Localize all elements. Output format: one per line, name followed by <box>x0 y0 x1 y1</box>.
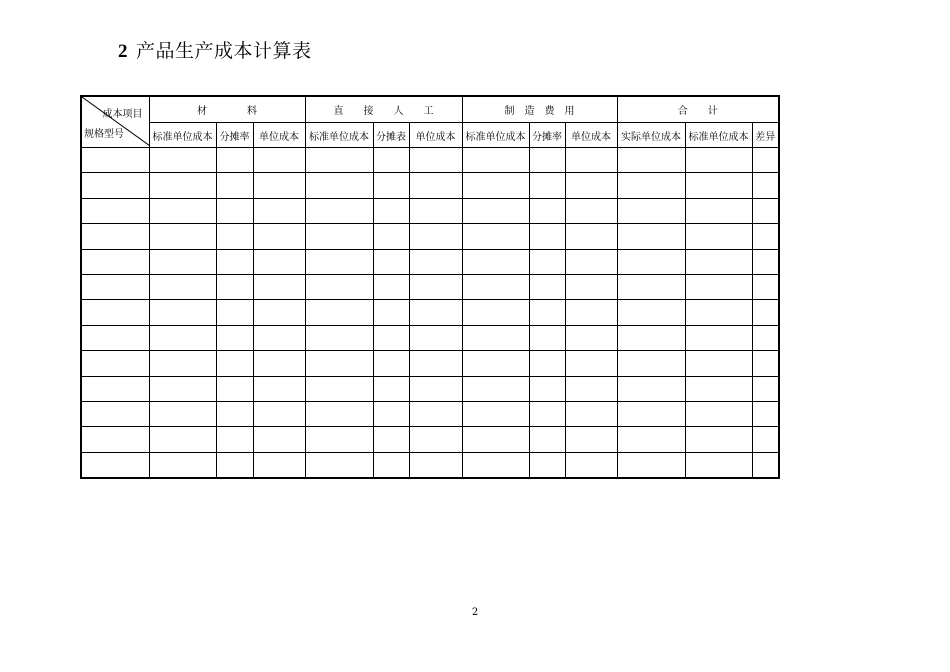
table-cell[interactable] <box>752 351 779 376</box>
table-cell[interactable] <box>373 148 409 173</box>
table-cell[interactable] <box>409 224 462 249</box>
table-row <box>81 274 779 299</box>
table-cell[interactable] <box>149 224 216 249</box>
table-cell[interactable] <box>617 198 685 223</box>
table-cell[interactable] <box>617 351 685 376</box>
table-cell[interactable] <box>565 224 617 249</box>
table-cell[interactable] <box>305 401 373 426</box>
table-row <box>81 401 779 426</box>
table-cell[interactable] <box>529 401 565 426</box>
table-cell[interactable] <box>253 325 305 350</box>
group-header-total: 合 计 <box>617 96 779 123</box>
page-number: 2 <box>471 607 479 618</box>
table-cell[interactable] <box>409 427 462 452</box>
table-cell[interactable] <box>305 452 373 478</box>
table-cell[interactable] <box>617 325 685 350</box>
table-cell[interactable] <box>409 274 462 299</box>
table-cell[interactable] <box>149 401 216 426</box>
table-cell[interactable] <box>409 198 462 223</box>
table-cell[interactable] <box>409 300 462 325</box>
table-cell[interactable] <box>216 224 253 249</box>
table-cell[interactable] <box>617 401 685 426</box>
table-cell[interactable] <box>752 376 779 401</box>
table-cell[interactable] <box>462 427 529 452</box>
table-cell[interactable] <box>409 249 462 274</box>
table-cell[interactable] <box>752 300 779 325</box>
section-number: 2 <box>118 41 128 62</box>
table-cell[interactable] <box>253 351 305 376</box>
table-cell[interactable] <box>752 249 779 274</box>
table-cell[interactable] <box>373 401 409 426</box>
table-cell[interactable] <box>373 351 409 376</box>
table-cell[interactable] <box>81 224 149 249</box>
table-cell[interactable] <box>305 198 373 223</box>
table-cell[interactable] <box>216 274 253 299</box>
table-cell[interactable] <box>305 249 373 274</box>
table-cell[interactable] <box>149 376 216 401</box>
table-cell[interactable] <box>373 452 409 478</box>
table-cell[interactable] <box>305 148 373 173</box>
table-cell[interactable] <box>685 401 752 426</box>
table-cell[interactable] <box>373 274 409 299</box>
table-cell[interactable] <box>149 249 216 274</box>
subheader: 差异 <box>752 123 779 148</box>
table-cell[interactable] <box>617 376 685 401</box>
subheader: 单位成本 <box>565 123 617 148</box>
table-cell[interactable] <box>752 274 779 299</box>
table-cell[interactable] <box>685 427 752 452</box>
table-cell[interactable] <box>685 274 752 299</box>
table-cell[interactable] <box>685 173 752 198</box>
table-cell[interactable] <box>253 148 305 173</box>
table-cell[interactable] <box>565 148 617 173</box>
table-cell[interactable] <box>462 325 529 350</box>
table-cell[interactable] <box>149 325 216 350</box>
table-cell[interactable] <box>529 452 565 478</box>
subheader: 分摊表 <box>373 123 409 148</box>
table-cell[interactable] <box>305 376 373 401</box>
table-cell[interactable] <box>617 224 685 249</box>
table-cell[interactable] <box>216 249 253 274</box>
table-cell[interactable] <box>752 148 779 173</box>
table-cell[interactable] <box>253 274 305 299</box>
table-cell[interactable] <box>253 173 305 198</box>
table-cell[interactable] <box>149 300 216 325</box>
subheader: 分摊率 <box>216 123 253 148</box>
corner-spec-label: 规格型号 <box>84 129 124 140</box>
table-cell[interactable] <box>462 351 529 376</box>
table-cell[interactable] <box>752 325 779 350</box>
subheader: 单位成本 <box>409 123 462 148</box>
table-cell[interactable] <box>81 300 149 325</box>
table-cell[interactable] <box>462 249 529 274</box>
table-cell[interactable] <box>216 300 253 325</box>
table-cell[interactable] <box>253 300 305 325</box>
table-cell[interactable] <box>305 224 373 249</box>
table-cell[interactable] <box>685 325 752 350</box>
table-cell[interactable] <box>409 148 462 173</box>
table-cell[interactable] <box>81 401 149 426</box>
table-cell[interactable] <box>565 427 617 452</box>
table-cell[interactable] <box>253 427 305 452</box>
table-cell[interactable] <box>529 148 565 173</box>
table-cell[interactable] <box>565 401 617 426</box>
table-cell[interactable] <box>462 274 529 299</box>
table-cell[interactable] <box>81 148 149 173</box>
group-header-overhead: 制 造 费 用 <box>462 96 617 123</box>
table-cell[interactable] <box>409 173 462 198</box>
table-cell[interactable] <box>81 351 149 376</box>
table-cell[interactable] <box>81 427 149 452</box>
table-cell[interactable] <box>565 300 617 325</box>
table-cell[interactable] <box>373 427 409 452</box>
table-cell[interactable] <box>752 224 779 249</box>
table-cell[interactable] <box>529 351 565 376</box>
table-cell[interactable] <box>409 401 462 426</box>
table-cell[interactable] <box>529 173 565 198</box>
table-cell[interactable] <box>685 300 752 325</box>
table-cell[interactable] <box>373 173 409 198</box>
table-cell[interactable] <box>462 224 529 249</box>
table-cell[interactable] <box>81 325 149 350</box>
table-cell[interactable] <box>373 249 409 274</box>
table-cell[interactable] <box>216 173 253 198</box>
table-cell[interactable] <box>409 376 462 401</box>
table-cell[interactable] <box>373 224 409 249</box>
table-cell[interactable] <box>462 452 529 478</box>
subheader: 实际单位成本 <box>617 123 685 148</box>
table-row <box>81 325 779 350</box>
table-cell[interactable] <box>81 452 149 478</box>
table-cell[interactable] <box>305 325 373 350</box>
table-cell[interactable] <box>617 249 685 274</box>
group-header-direct-labor: 直 接 人 工 <box>305 96 462 123</box>
table-cell[interactable] <box>685 148 752 173</box>
table-cell[interactable] <box>305 274 373 299</box>
subheader: 标准单位成本 <box>685 123 752 148</box>
table-cell[interactable] <box>685 198 752 223</box>
table-cell[interactable] <box>305 427 373 452</box>
table-cell[interactable] <box>149 198 216 223</box>
table-row <box>81 173 779 198</box>
table-cell[interactable] <box>253 198 305 223</box>
table-body <box>81 148 779 479</box>
table-cell[interactable] <box>216 325 253 350</box>
table-cell[interactable] <box>617 300 685 325</box>
table-cell[interactable] <box>373 376 409 401</box>
table-cell[interactable] <box>149 148 216 173</box>
table-cell[interactable] <box>462 173 529 198</box>
table-cell[interactable] <box>529 427 565 452</box>
table-cell[interactable] <box>373 325 409 350</box>
table-row <box>81 351 779 376</box>
table-cell[interactable] <box>617 452 685 478</box>
table-cell[interactable] <box>565 452 617 478</box>
subheader: 标准单位成本 <box>149 123 216 148</box>
table-cell[interactable] <box>565 173 617 198</box>
group-header-materials: 材 料 <box>149 96 305 123</box>
table-cell[interactable] <box>373 198 409 223</box>
table-cell[interactable] <box>149 173 216 198</box>
table-cell[interactable] <box>216 351 253 376</box>
table-cell[interactable] <box>617 274 685 299</box>
table-cell[interactable] <box>617 173 685 198</box>
table-cell[interactable] <box>565 198 617 223</box>
table-cell[interactable] <box>462 148 529 173</box>
table-cell[interactable] <box>216 427 253 452</box>
table-cell[interactable] <box>685 351 752 376</box>
table-cell[interactable] <box>253 376 305 401</box>
table-cell[interactable] <box>752 173 779 198</box>
table-cell[interactable] <box>149 427 216 452</box>
table-cell[interactable] <box>565 376 617 401</box>
table-cell[interactable] <box>409 351 462 376</box>
table-row <box>81 452 779 478</box>
table-cell[interactable] <box>216 376 253 401</box>
table-cell[interactable] <box>216 198 253 223</box>
table-row <box>81 198 779 223</box>
table-cell[interactable] <box>462 376 529 401</box>
table-cell[interactable] <box>565 249 617 274</box>
table-cell[interactable] <box>409 452 462 478</box>
table-cell[interactable] <box>81 274 149 299</box>
table-cell[interactable] <box>565 325 617 350</box>
table-cell[interactable] <box>81 249 149 274</box>
table-cell[interactable] <box>81 376 149 401</box>
table-cell[interactable] <box>617 148 685 173</box>
table-cell[interactable] <box>253 224 305 249</box>
table-cell[interactable] <box>752 452 779 478</box>
table-cell[interactable] <box>529 198 565 223</box>
table-row <box>81 427 779 452</box>
subheader: 分摊率 <box>529 123 565 148</box>
table-row <box>81 376 779 401</box>
table-cell[interactable] <box>216 452 253 478</box>
table-cell[interactable] <box>529 376 565 401</box>
table-cell[interactable] <box>253 401 305 426</box>
table-cell[interactable] <box>253 452 305 478</box>
table-row <box>81 249 779 274</box>
table-cell[interactable] <box>149 351 216 376</box>
table-cell[interactable] <box>617 427 685 452</box>
title-text: 产品生产成本计算表 <box>136 40 312 62</box>
table-cell[interactable] <box>373 300 409 325</box>
table-cell[interactable] <box>253 249 305 274</box>
table-cell[interactable] <box>565 274 617 299</box>
table-cell[interactable] <box>685 452 752 478</box>
table-cell[interactable] <box>752 427 779 452</box>
table-cell[interactable] <box>752 401 779 426</box>
table-cell[interactable] <box>529 300 565 325</box>
table-cell[interactable] <box>565 351 617 376</box>
table-cell[interactable] <box>462 198 529 223</box>
table-cell[interactable] <box>81 198 149 223</box>
subheader: 单位成本 <box>253 123 305 148</box>
table-cell[interactable] <box>685 249 752 274</box>
table-row <box>81 148 779 173</box>
cost-table <box>80 95 780 479</box>
table-cell[interactable] <box>305 351 373 376</box>
table-cell[interactable] <box>149 274 216 299</box>
table-cell[interactable] <box>149 452 216 478</box>
corner-header <box>81 96 149 148</box>
table-cell[interactable] <box>216 148 253 173</box>
table-cell[interactable] <box>305 173 373 198</box>
table-cell[interactable] <box>462 300 529 325</box>
table-cell[interactable] <box>529 249 565 274</box>
subheader: 标准单位成本 <box>305 123 373 148</box>
table-cell[interactable] <box>409 325 462 350</box>
table-cell[interactable] <box>685 376 752 401</box>
table-row <box>81 224 779 249</box>
table-cell[interactable] <box>462 401 529 426</box>
table-cell[interactable] <box>529 224 565 249</box>
page-title <box>118 36 312 63</box>
table-cell[interactable] <box>529 274 565 299</box>
table-cell[interactable] <box>81 173 149 198</box>
table-cell[interactable] <box>216 401 253 426</box>
table-cell[interactable] <box>685 224 752 249</box>
table-cell[interactable] <box>529 325 565 350</box>
table-row <box>81 300 779 325</box>
table-cell[interactable] <box>305 300 373 325</box>
table-cell[interactable] <box>752 198 779 223</box>
corner-cost-item-label: 成本项目 <box>102 109 143 120</box>
subheader: 标准单位成本 <box>462 123 529 148</box>
